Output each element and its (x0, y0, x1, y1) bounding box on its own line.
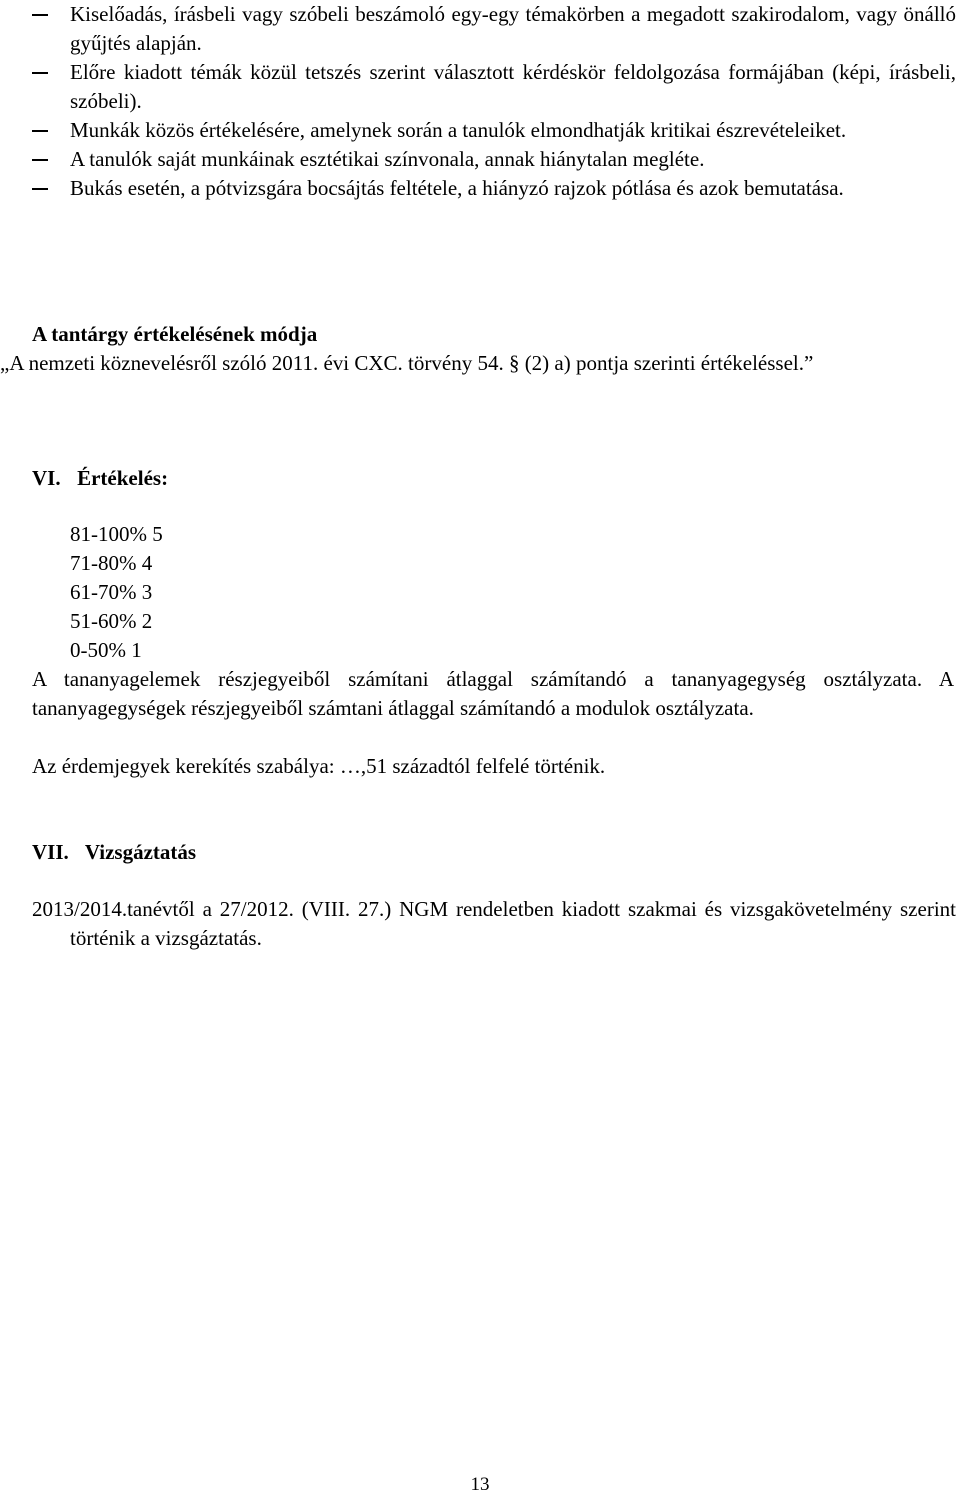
evaluation-mode-text: „A nemzeti köznevelésről szóló 2011. évi CXC. törvény 54. § (2) a) pontja szerinti értékeléssel.” (0, 351, 814, 375)
page-number: 13 (470, 1474, 490, 1495)
section-vi-title: Értékelés: (77, 466, 169, 490)
evaluation-mode-heading: A tantárgy értékelésének módja (32, 322, 318, 346)
dash-bullet-icon (32, 159, 48, 161)
section-vi-number: VI. (32, 466, 61, 490)
list-item: Kiselőadás, írásbeli vagy szóbeli beszámoló egy-egy témakörben a megadott szakirodalom, vagy önálló gyűjtés alapján. (32, 0, 956, 58)
criteria-list (32, 0, 956, 203)
section-vii-number: VII. (32, 840, 69, 864)
list-item: A tanulók saját munkáinak esztétikai színvonala, annak hiánytalan megléte. (32, 145, 956, 174)
list-item: 51-60% 2 (70, 609, 153, 633)
evaluation-paragraph: A tananyagelemek részjegyeiből számítani átlaggal számítandó a tananyagegység osztályzata. A tananyagegységek részjegyeiből számtani átlaggal számítandó a modulok osztályzata. (32, 667, 954, 720)
list-item: 81-100% 5 (70, 522, 163, 546)
list-item: 71-80% 4 (70, 551, 153, 575)
rounding-rule-paragraph: Az érdemjegyek kerekítés szabálya: …,51 századtól felfelé történik. (32, 754, 606, 778)
dash-bullet-icon (32, 14, 48, 16)
list-item: Munkák közös értékelésére, amelynek során a tanulók elmondhatják kritikai észrevételeiket. (32, 116, 956, 145)
dash-bullet-icon (32, 188, 48, 190)
dash-bullet-icon (32, 72, 48, 74)
list-item: Bukás esetén, a pótvizsgára bocsájtás feltétele, a hiányzó rajzok pótlása és azok bemutatása. (32, 174, 956, 203)
list-item: 0-50% 1 (70, 638, 142, 662)
exam-paragraph: 2013/2014.tanévtől a 27/2012. (VIII. 27.) NGM rendeletben kiadott szakmai és vizsgakövetelmény szerint történik a vizsgáztatás. (32, 897, 956, 950)
dash-bullet-icon (32, 130, 48, 132)
list-item: Előre kiadott témák közül tetszés szerint választott kérdéskör feldolgozása formájában (képi, írásbeli, szóbeli). (32, 58, 956, 116)
grade-scale-list (70, 520, 163, 665)
section-vii-title: Vizsgáztatás (84, 840, 197, 864)
section-vii-heading (32, 838, 432, 867)
list-item: 61-70% 3 (70, 580, 153, 604)
section-vi-heading (32, 464, 432, 493)
